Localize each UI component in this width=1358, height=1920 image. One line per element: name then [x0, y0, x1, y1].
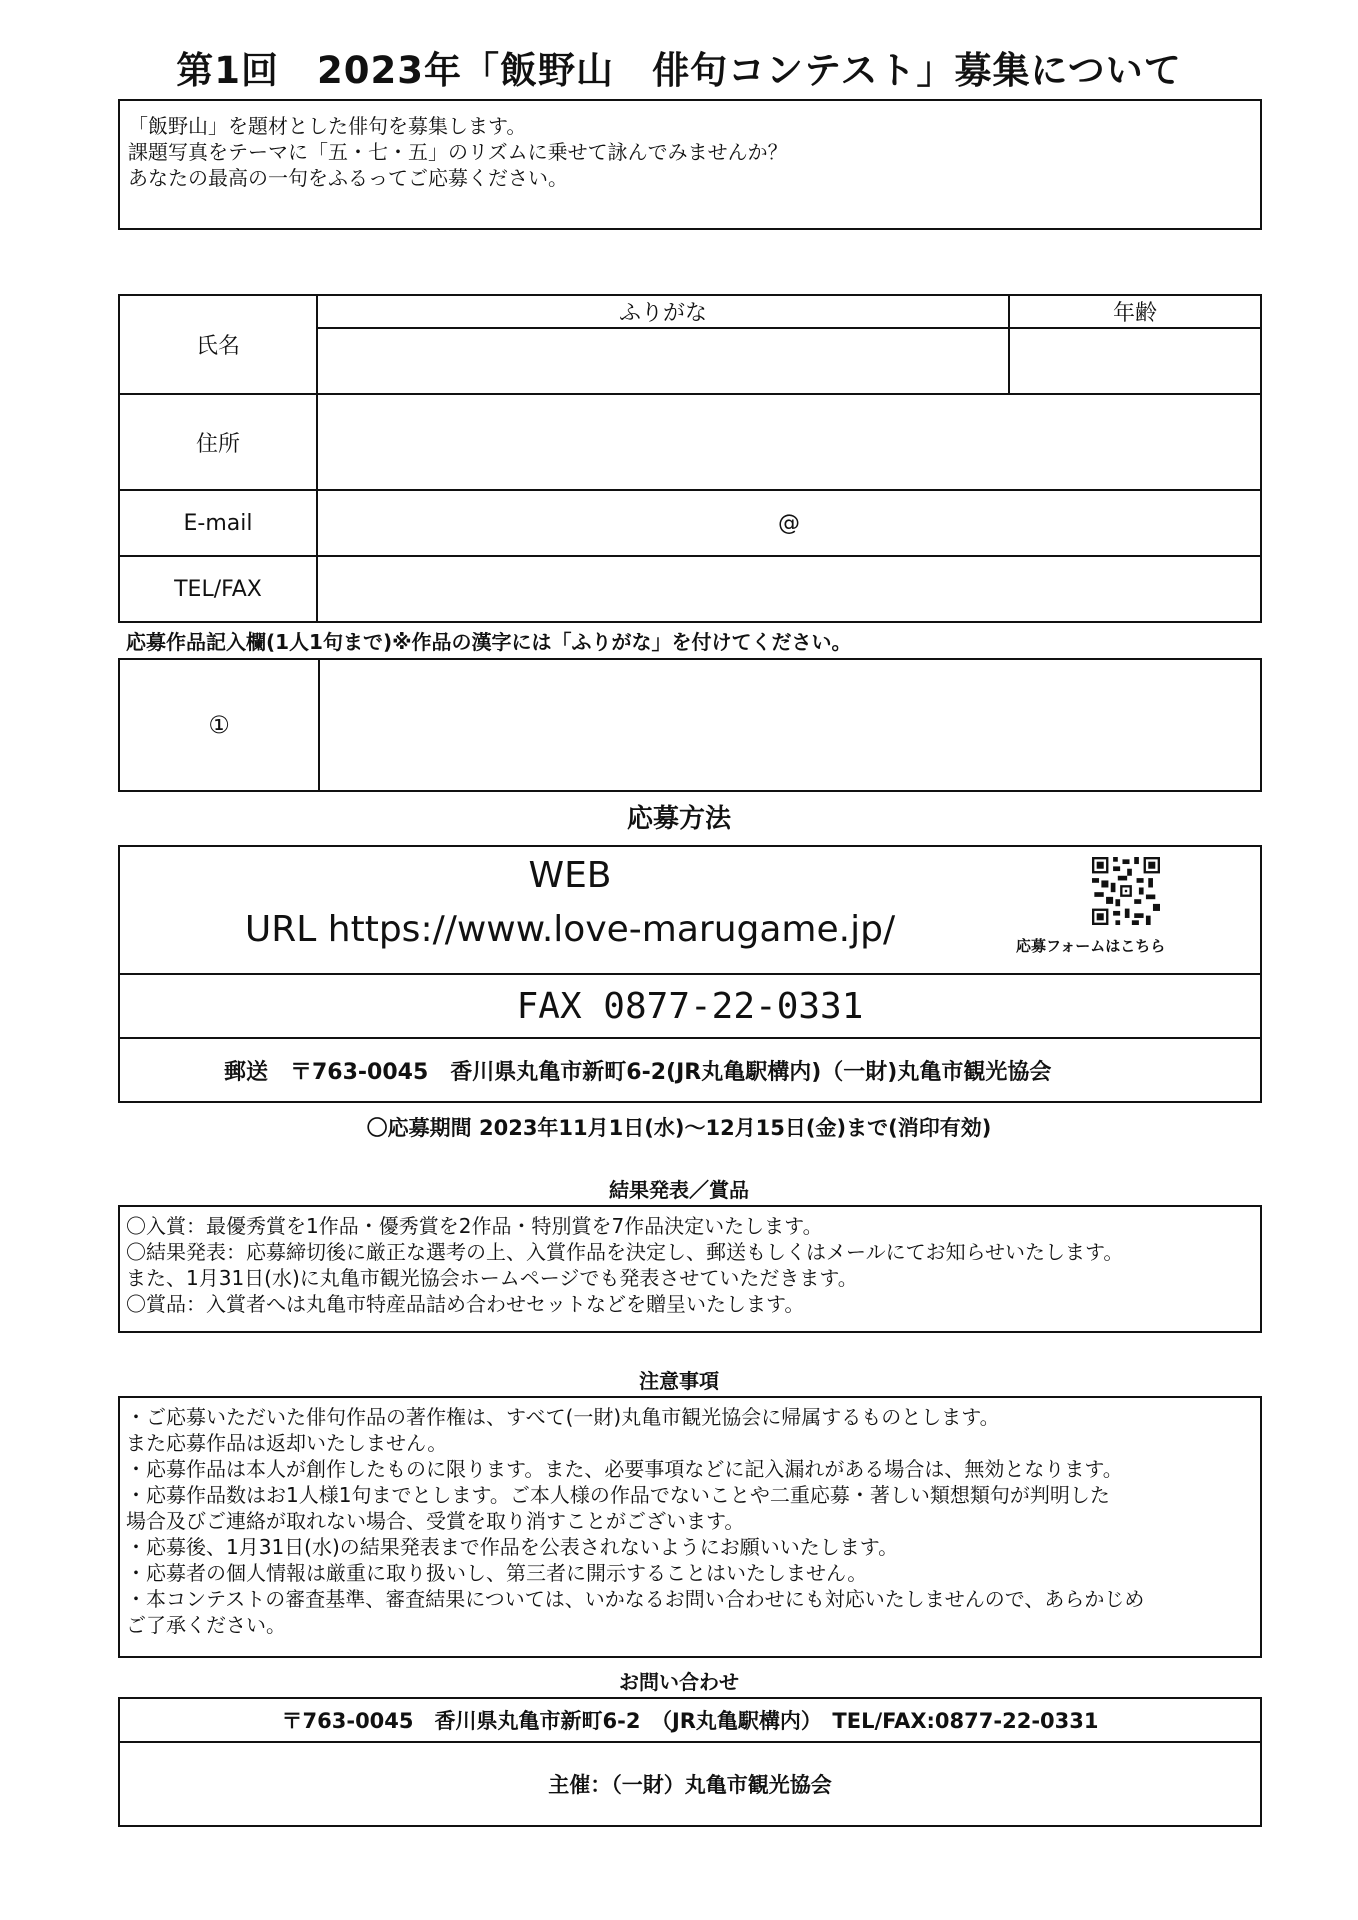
intro-line: 課題写真をテーマに「五・七・五」のリズムに乗せて詠んでみませんか？ — [128, 140, 788, 164]
age-label: 年齢 — [1009, 295, 1261, 328]
email-field[interactable] — [317, 490, 1261, 556]
tel-field[interactable] — [317, 556, 1261, 622]
intro-box — [118, 99, 1262, 230]
results-box — [118, 1205, 1262, 1333]
contact-table — [118, 1697, 1262, 1827]
web-url-link[interactable]: URL https://www.love-marugame.jp/ — [244, 909, 896, 950]
name-field[interactable] — [317, 328, 1009, 394]
notes-line: また応募作品は返却いたしません。 — [126, 1431, 448, 1455]
notes-line: ・応募作品数はお1人様1句までとします。ご本人様の作品でないことや二重応募・著しい類想類句が判明した — [126, 1483, 1110, 1507]
furigana-label: ふりがな — [317, 295, 1009, 328]
entry-note: 応募作品記入欄(1人1句まで)※作品の漢字には「ふりがな」を付けてください。 — [126, 630, 852, 654]
notes-line: ・応募後、1月31日(水)の結果発表まで作品を公表されないようにお願いいたします。 — [126, 1535, 899, 1559]
notes-line: 場合及びご連絡が取れない場合、受賞を取り消すことがございます。 — [126, 1509, 745, 1533]
email-label: E-mail — [119, 490, 317, 556]
entry-table — [118, 658, 1262, 792]
address-field[interactable] — [317, 394, 1261, 490]
contact-address: 〒763-0045 香川県丸亀市新町6-2 （JR丸亀駅構内） TEL/FAX:0877-22-0331 — [119, 1698, 1261, 1742]
tel-label: TEL/FAX — [119, 556, 317, 622]
method-table — [118, 845, 1262, 1103]
haiku-field[interactable] — [319, 659, 1261, 791]
intro-line: あなたの最高の一句をふるってご応募ください。 — [128, 166, 568, 190]
notes-line: ・応募作品は本人が創作したものに限ります。また、必要事項などに記入漏れがある場合は、無効となります。 — [126, 1457, 1123, 1481]
notes-line: ・応募者の個人情報は厳重に取り扱いし、第三者に開示することはいたしません。 — [126, 1561, 868, 1585]
web-label: WEB — [528, 855, 612, 896]
age-field[interactable] — [1009, 328, 1261, 394]
email-at-sign: @ — [778, 510, 800, 536]
notes-line: ご了承ください。 — [126, 1613, 286, 1637]
qr-caption: 応募フォームはこちら — [1016, 937, 1166, 955]
name-label: 氏名 — [119, 295, 317, 394]
results-line: 〇入賞：最優秀賞を1作品・優秀賞を2作品・特別賞を7作品決定いたします。 — [126, 1214, 823, 1238]
results-line: 〇賞品：入賞者へは丸亀市特産品詰め合わせセットなどを贈呈いたします。 — [126, 1292, 805, 1316]
results-heading: 結果発表／賞品 — [609, 1178, 749, 1202]
fax-number: FAX 0877-22-0331 — [119, 974, 1261, 1038]
address-label: 住所 — [119, 394, 317, 490]
application-period: 〇応募期間 2023年11月1日(水)～12月15日(金)まで(消印有効) — [366, 1116, 992, 1140]
notes-line: ・本コンテストの審査基準、審査結果については、いかなるお問い合わせにも対応いたしませんので、あらかじめ — [126, 1587, 1145, 1611]
notes-heading: 注意事項 — [639, 1369, 719, 1393]
qr-code-icon[interactable] — [1092, 857, 1160, 925]
applicant-form — [118, 294, 1262, 623]
entry-number: ① — [119, 659, 319, 791]
organizer: 主催：（一財）丸亀市観光協会 — [119, 1742, 1261, 1826]
notes-box — [118, 1396, 1262, 1658]
postal-address: 郵送 〒763-0045 香川県丸亀市新町6-2(JR丸亀駅構内)（一財)丸亀市観光協会 — [119, 1038, 1261, 1102]
results-line: 〇結果発表：応募締切後に厳正な選考の上、入賞作品を決定し、郵送もしくはメールにてお知らせいたします。 — [126, 1240, 1124, 1264]
contact-heading: お問い合わせ — [619, 1670, 739, 1694]
method-heading: 応募方法 — [626, 804, 731, 834]
intro-line: 「飯野山」を題材とした俳句を募集します。 — [128, 114, 527, 138]
page-title: 第1回 2023年「飯野山 俳句コンテスト」募集について — [176, 49, 1182, 92]
notes-line: ・ご応募いただいた俳句作品の著作権は、すべて(一財)丸亀市観光協会に帰属するものとします。 — [126, 1405, 1000, 1429]
results-line: また、1月31日(水)に丸亀市観光協会ホームページでも発表させていただきます。 — [126, 1266, 858, 1290]
